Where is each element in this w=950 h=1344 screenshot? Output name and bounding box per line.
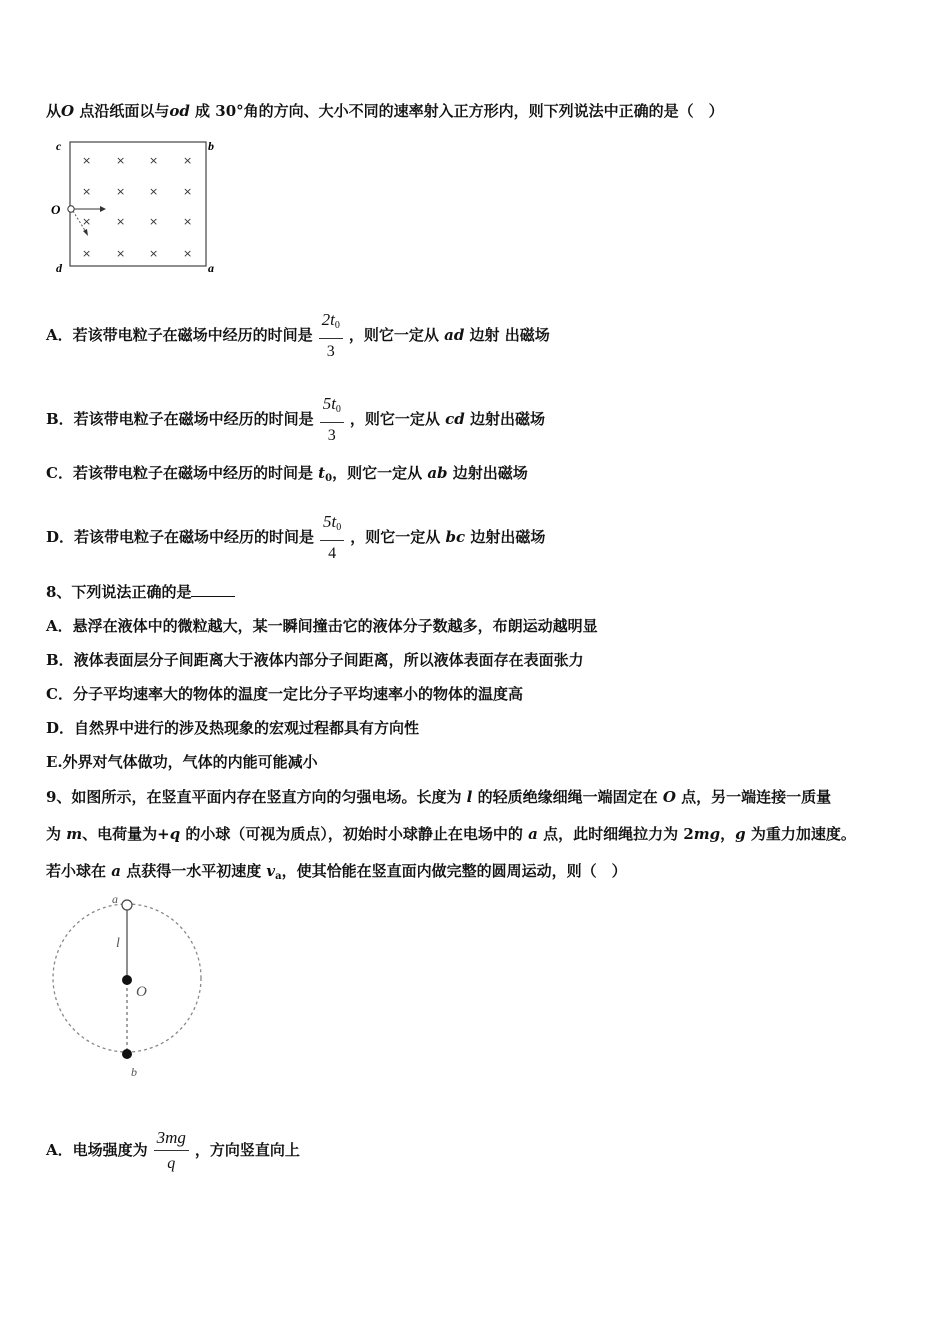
q7-label-c: c: [56, 139, 62, 153]
field-cross-mark: ×: [82, 185, 92, 198]
fraction: $\frac{5t_0}{4}$: [320, 512, 344, 564]
field-cross-mark: ×: [116, 215, 126, 228]
q9-label-a: a: [112, 892, 118, 906]
field-cross-mark: ×: [116, 154, 126, 167]
field-cross-mark: ×: [149, 154, 159, 167]
q7-magnetic-field-figure: [46, 134, 226, 280]
answer-blank: [191, 582, 235, 597]
field-cross-mark: ×: [116, 185, 126, 198]
field-cross-mark: ×: [149, 247, 159, 260]
q7-label-b: b: [208, 139, 214, 153]
fraction: $\frac{2t_0}{3}$: [319, 310, 343, 362]
q8-option-d: D．自然界中进行的涉及热现象的宏观过程都具有方向性: [46, 719, 420, 737]
q8-option-c: C．分子平均速率大的物体的温度一定比分子平均速率小的物体的温度高: [46, 685, 523, 703]
field-cross-mark: ×: [183, 247, 193, 260]
q8-option-e: E.外界对气体做功，气体的内能可能减小: [46, 753, 318, 771]
field-cross-mark: ×: [183, 215, 193, 228]
q7-field-marks: [82, 154, 192, 260]
q7-stem: 从O 点沿纸面以与od 成 30°角的方向、大小不同的速率射入正方形内，则下列说法中正确的是（ ）: [46, 102, 724, 120]
q9-label-O: O: [136, 984, 147, 1000]
q9-stem-line2: 为 m、电荷量为+q 的小球（可视为质点），初始时小球静止在电场中的 a 点，此时细绳拉力为 2mg，g 为重力加速度。: [46, 825, 856, 843]
q7-option-b: B．若该带电粒子在磁场中经历的时间是 $\frac{5t_0}{3}$ ，则它一定从 cd 边射出磁场: [46, 394, 546, 444]
field-cross-mark: ×: [183, 154, 193, 167]
q7-label-O: O: [51, 202, 61, 217]
q9-option-a: A．电场强度为 $\frac{3mg}{q}$ ，方向竖直向上: [46, 1128, 300, 1172]
q8-option-a: A．悬浮在液体中的微粒越大，某一瞬间撞击它的液体分子数越多，布朗运动越明显: [46, 617, 598, 635]
q7-option-d: D．若该带电粒子在磁场中经历的时间是 $\frac{5t_0}{4}$ ，则它一定从 bc 边射出磁场: [46, 512, 546, 562]
field-cross-mark: ×: [116, 247, 126, 260]
q7-label-a: a: [208, 261, 214, 275]
field-cross-mark: ×: [149, 185, 159, 198]
q7-option-a: A．若该带电粒子在磁场中经历的时间是 $\frac{2t_0}{3}$ ，则它一定从 ad 边射 出磁场: [46, 310, 550, 360]
q9-label-l: l: [116, 936, 120, 951]
field-cross-mark: ×: [82, 154, 92, 167]
field-cross-mark: ×: [183, 185, 193, 198]
field-cross-mark: ×: [82, 215, 92, 228]
q8-stem: 8、下列说法正确的是: [46, 582, 235, 602]
field-cross-mark: ×: [82, 247, 92, 260]
q9-circular-motion-figure: [46, 890, 216, 1080]
fraction: $\frac{5t_0}{3}$: [320, 394, 344, 446]
field-cross-mark: ×: [149, 215, 159, 228]
q9-label-b: b: [131, 1065, 137, 1079]
q7-option-c: C．若该带电粒子在磁场中经历的时间是 $t_0$，则它一定从 ab 边射出磁场: [46, 464, 528, 484]
q7-label-d: d: [56, 261, 62, 275]
q9-stem-line3: 若小球在 a 点获得一水平初速度 $v_a$，使其恰能在竖直面内做完整的圆周运动，则（ ）: [46, 862, 627, 882]
q8-option-b: B．液体表面层分子间距离大于液体内部分子间距离，所以液体表面存在表面张力: [46, 651, 584, 669]
fraction: $\frac{3mg}{q}$: [154, 1128, 189, 1174]
q9-stem-line1: 9、如图所示，在竖直平面内存在竖直方向的匀强电场。长度为 l 的轻质绝缘细绳一端固定在 O 点，另一端连接一质量: [46, 788, 832, 806]
